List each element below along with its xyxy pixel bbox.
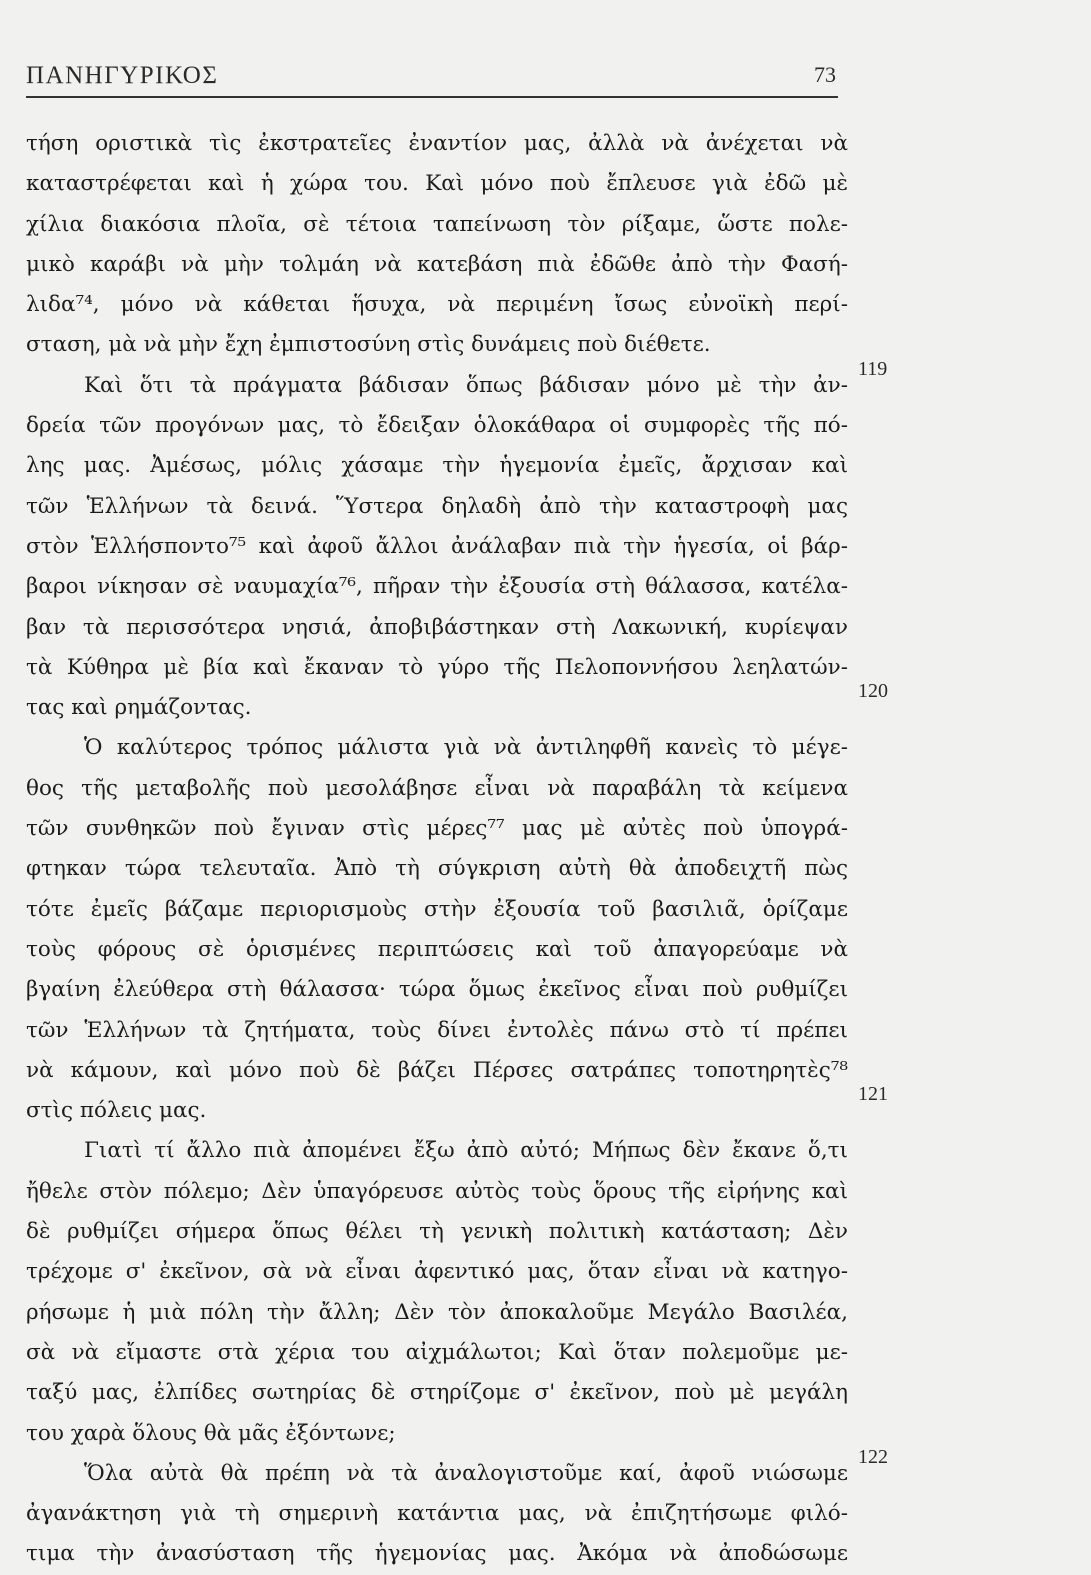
text-line: χίλια διακόσια πλοῖα, σὲ τέτοια ταπείνωση τὸν ρίξαμε, ὥστε πολε- <box>26 211 848 237</box>
text-line: στὶς πόλεις μας. <box>26 1098 207 1124</box>
text-line: δρεία τῶν προγόνων μας, τὸ ἔδειξαν ὁλοκάθαρα οἱ συμφορὲς τῆς πό- <box>26 413 848 439</box>
body-text <box>26 124 848 1575</box>
text-line: βαροι νίκησαν σὲ ναυμαχία⁷⁶, πῆραν τὴν ἐξουσία στὴ θάλασσα, κατέλα- <box>26 574 848 600</box>
text-line: σὰ νὰ εἴμαστε στὰ χέρια του αἰχμάλωτοι; Καὶ ὅταν πολεμοῦμε με- <box>26 1339 848 1365</box>
text-line: φτηκαν τώρα τελευταῖα. Ἀπὸ τὴ σύγκριση αὐτὴ θὰ ἀποδειχτῆ πὼς <box>26 856 848 882</box>
marginal-section-number: 121 <box>858 1083 888 1105</box>
header-rule <box>26 96 838 98</box>
text-line: στὸν Ἑλλήσποντο⁷⁵ καὶ ἀφοῦ ἄλλοι ἀνάλαβαν πιὰ τὴν ἡγεσία, οἱ βάρ- <box>26 533 848 559</box>
text-line: καταστρέφεται καὶ ἡ χώρα του. Καὶ μόνο ποὺ ἔπλευσε γιὰ ἐδῶ μὲ <box>26 171 848 197</box>
paragraph-start-line: Ὁ καλύτερος τρόπος μάλιστα γιὰ νὰ ἀντιληφθῆ κανεὶς τὸ μέγε- <box>84 735 848 761</box>
text-line: τας καὶ ρημάζοντας. <box>26 695 252 721</box>
text-line: τὰ Κύθηρα μὲ βία καὶ ἔκαναν τὸ γύρο τῆς Πελοποννήσου λεηλατών- <box>26 654 848 680</box>
text-line: τοὺς φόρους σὲ ὁρισμένες περιπτώσεις καὶ τοῦ ἀπαγορεύαμε νὰ <box>26 936 848 962</box>
text-line: ἀγανάκτηση γιὰ τὴ σημερινὴ κατάντια μας, νὰ ἐπιζητήσωμε φιλό- <box>26 1501 848 1527</box>
text-line: λιδα⁷⁴, μόνο νὰ κάθεται ἥσυχα, νὰ περιμένη ἴσως εὐνοϊκὴ περί- <box>26 292 848 318</box>
text-line: τῶν Ἑλλήνων τὰ ζητήματα, τοὺς δίνει ἐντολὲς πάνω στὸ τί πρέπει <box>26 1017 848 1043</box>
text-line: ταξύ μας, ἐλπίδες σωτηρίας δὲ στηρίζομε σ' ἐκεῖνον, ποὺ μὲ μεγάλη <box>26 1380 848 1406</box>
text-line: θος τῆς μεταβολῆς ποὺ μεσολάβησε εἶναι νὰ παραβάλη τὰ κείμενα <box>26 775 848 801</box>
text-line: τῶν Ἑλλήνων τὰ δεινά. Ὕστερα δηλαδὴ ἀπὸ τὴν καταστροφὴ μας <box>26 493 848 519</box>
text-line: βγαίνη ἐλεύθερα στὴ θάλασσα· τώρα ὅμως ἐκεῖνος εἶναι ποὺ ρυθμίζει <box>26 977 848 1003</box>
text-line: τότε ἐμεῖς βάζαμε περιορισμοὺς στὴν ἐξουσία τοῦ βασιλιᾶ, ὁρίζαμε <box>26 896 848 922</box>
text-line: τρέχομε σ' ἐκεῖνον, σὰ νὰ εἶναι ἀφεντικό μας, ὅταν εἶναι νὰ κατηγο- <box>26 1259 848 1285</box>
text-line: σταση, μὰ νὰ μὴν ἔχη ἐμπιστοσύνη στὶς δυνάμεις ποὺ διέθετε. <box>26 332 711 358</box>
paragraph-start-line: Γιατὶ τί ἄλλο πιὰ ἀπομένει ἔξω ἀπὸ αὐτό; Μήπως δὲν ἔκανε ὅ,τι <box>84 1138 848 1164</box>
marginal-section-number: 122 <box>858 1446 888 1468</box>
text-line: τῶν συνθηκῶν ποὺ ἔγιναν στὶς μέρες⁷⁷ μας μὲ αὐτὲς ποὺ ὑπογρά- <box>26 816 848 842</box>
text-line: λης μας. Ἀμέσως, μόλις χάσαμε τὴν ἡγεμονία ἐμεῖς, ἄρχισαν καὶ <box>26 453 848 479</box>
text-line: ρήσωμε ἡ μιὰ πόλη τὴν ἄλλη; Δὲν τὸν ἀποκαλοῦμε Μεγάλο Βασιλέα, <box>26 1299 848 1325</box>
paragraph-start-line: Ὅλα αὐτὰ θὰ πρέπη νὰ τὰ ἀναλογιστοῦμε καί, ἀφοῦ νιώσωμε <box>84 1460 848 1486</box>
text-line: τήση οριστικὰ τὶς ἐκστρατεῖες ἐναντίον μας, ἀλλὰ νὰ ἀνέχεται νὰ <box>26 131 848 156</box>
running-header-title: ΠΑΝΗΓΥΡΙΚΟΣ <box>26 62 219 89</box>
text-line: ἤθελε στὸν πόλεμο; Δὲν ὑπαγόρευσε αὐτὸς τοὺς ὅρους τῆς εἰρήνης καὶ <box>26 1178 848 1204</box>
text-line: τιμα τὴν ἀνασύσταση τῆς ἡγεμονίας μας. Ἀκόμα νὰ ἀποδώσωμε <box>26 1541 848 1567</box>
marginal-section-number: 119 <box>858 358 888 380</box>
text-line: νὰ κάμουν, καὶ μόνο ποὺ δὲ βάζει Πέρσες σατράπες τοποτηρητὲς⁷⁸ <box>26 1057 848 1083</box>
text-line: μικὸ καράβι νὰ μὴν τολμάη νὰ κατεβάση πιὰ ἐδῶθε ἀπὸ τὴν Φασή- <box>26 251 848 277</box>
text-line: δὲ ρυθμίζει σήμερα ὅπως θέλει τὴ γενικὴ πολιτικὴ κατάσταση; Δὲν <box>26 1219 848 1245</box>
page-number: 73 <box>814 62 836 87</box>
text-line: του χαρὰ ὅλους θὰ μᾶς ἐξόντωνε; <box>26 1420 396 1446</box>
text-line: βαν τὰ περισσότερα νησιά, ἀποβιβάστηκαν στὴ Λακωνική, κυρίεψαν <box>26 614 848 640</box>
paragraph-start-line: Καὶ ὅτι τὰ πράγματα βάδισαν ὅπως βάδισαν μόνο μὲ τὴν ἀν- <box>84 372 848 398</box>
marginal-section-number: 120 <box>858 680 888 702</box>
